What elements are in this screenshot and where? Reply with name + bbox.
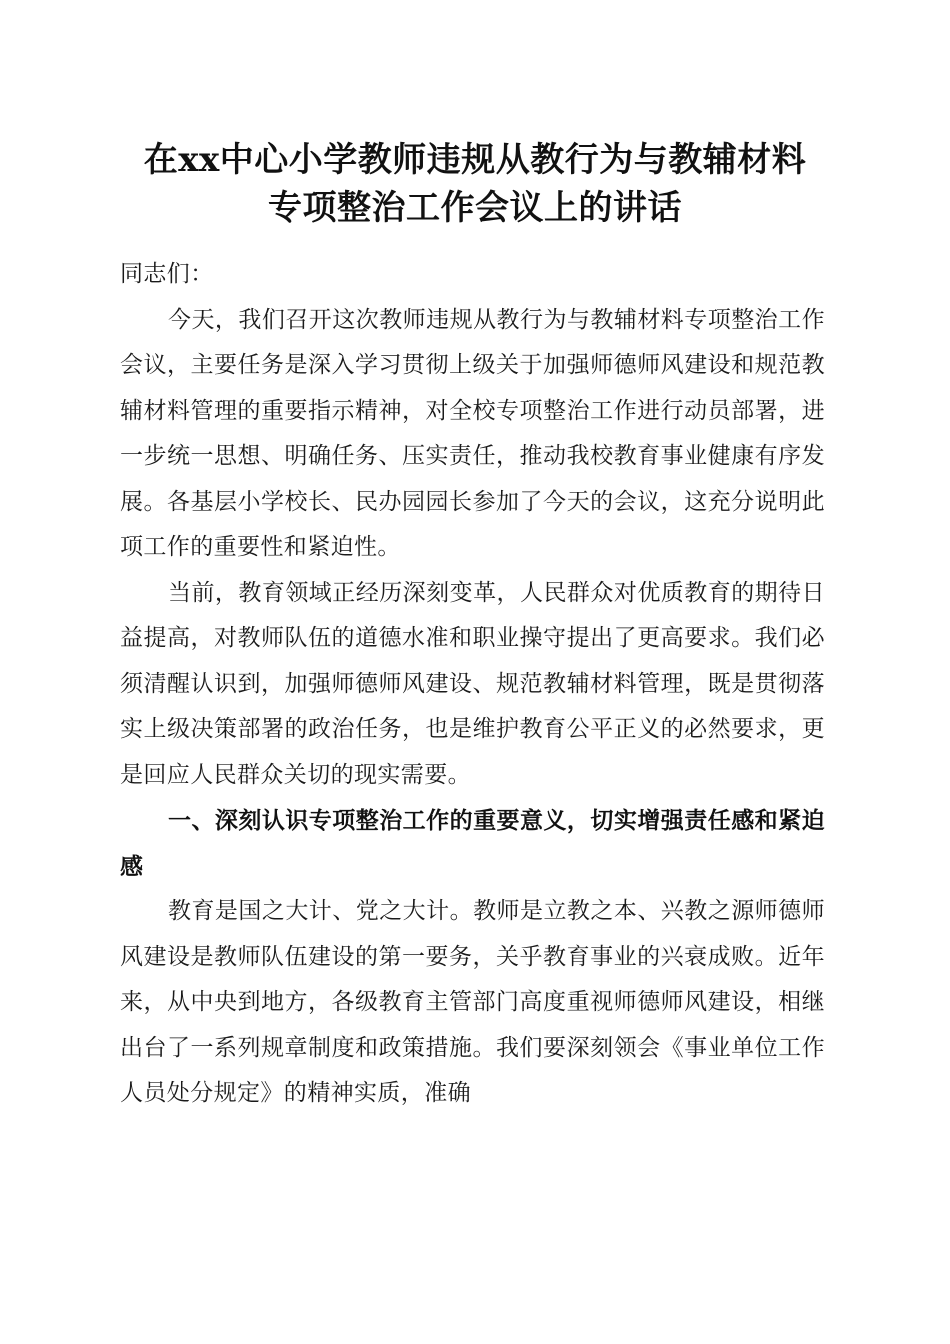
section-heading: 一、深刻认识专项整治工作的重要意义，切实增强责任感和紧迫感: [120, 807, 825, 880]
title-line-2: 专项整治工作会议上的讲话: [268, 188, 682, 228]
speech-body: [120, 252, 825, 1117]
title-line-1: 在xx中心小学教师违规从教行为与教辅材料: [143, 140, 807, 180]
greeting: 同志们：: [120, 261, 214, 287]
paragraph-opening: 今天，我们召开这次教师违规从教行为与教辅材料专项整治工作会议，主要任务是深入学习贯彻上级关于加强师德师风建设和规范教辅材料管理的重要指示精神，对全校专项整治工作进行动员部署，进一步统一思想、明确任务、压实责任，推动我校教育事业健康有序发展。各基层小学校长、民办园园长参加了今天的会议，这充分说明此项工作的重要性和紧迫性。: [120, 306, 825, 560]
paragraph-context: 当前，教育领域正经历深刻变革，人民群众对优质教育的期待日益提高，对教师队伍的道德水准和职业操守提出了更高要求。我们必须清醒认识到，加强师德师风建设、规范教辅材料管理，既是贯彻落实上级决策部署的政治任务，也是维护教育公平正义的必然要求，更是回应人民群众关切的现实需要。: [120, 579, 825, 788]
page-title: [110, 136, 840, 232]
section-paragraph: 教育是国之大计、党之大计。教师是立教之本、兴教之源师德师风建设是教师队伍建设的第一要务，关乎教育事业的兴衰成败。近年来，从中央到地方，各级教育主管部门高度重视师德师风建设，相继出台了一系列规章制度和政策措施。我们要深刻领会《事业单位工作人员处分规定》的精神实质，准确: [120, 898, 825, 1106]
